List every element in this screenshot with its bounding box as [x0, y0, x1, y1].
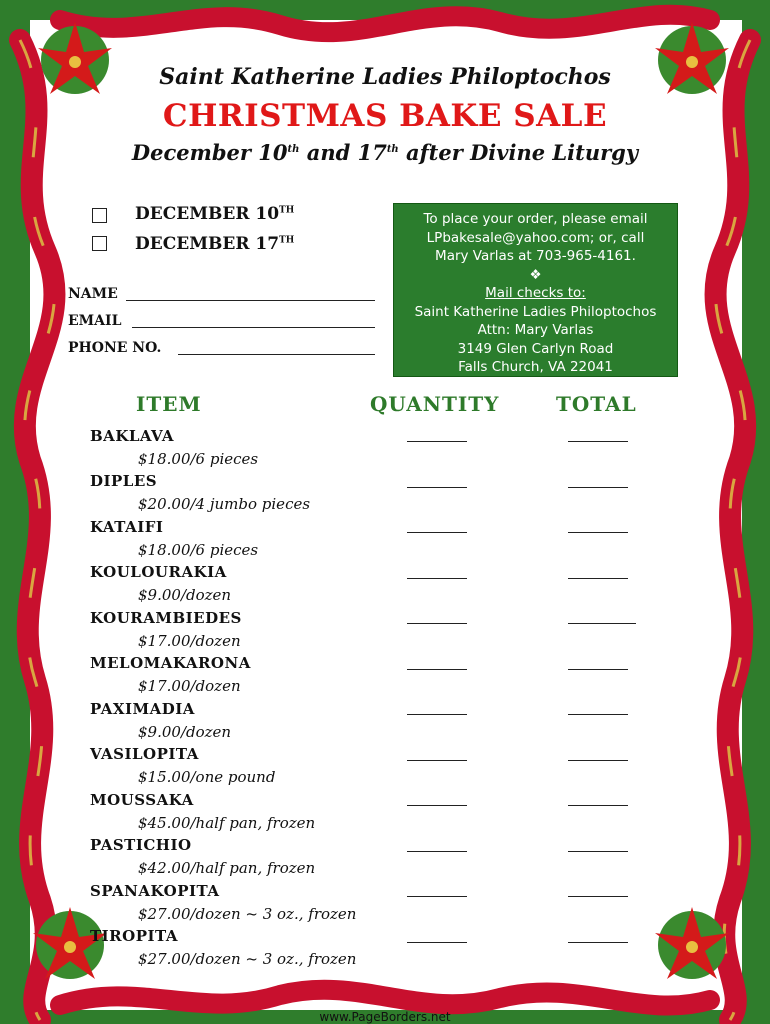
column-quantity: QUANTITY: [370, 392, 500, 416]
order-info-line3: Mary Varlas at 703-965-4161.: [435, 248, 636, 264]
quantity-input[interactable]: [407, 669, 467, 670]
item-price: $18.00/6 pieces: [138, 450, 259, 468]
date-option-december-17: [135, 234, 294, 254]
total-input[interactable]: [568, 578, 628, 579]
date-mid: and 17: [299, 140, 387, 165]
column-total: TOTAL: [556, 392, 637, 416]
quantity-input[interactable]: [407, 578, 467, 579]
order-info-line2: LPbakesale@yahoo.com; or, call: [426, 229, 645, 246]
address-line4: Falls Church, VA 22041: [458, 359, 613, 375]
item-name: PAXIMADIA: [90, 700, 195, 718]
item-price: $20.00/4 jumbo pieces: [138, 495, 311, 513]
total-input[interactable]: [568, 441, 628, 442]
quantity-input[interactable]: [407, 851, 467, 852]
item-price: $18.00/6 pieces: [138, 541, 259, 559]
total-input[interactable]: [568, 760, 628, 761]
checkbox-december-17[interactable]: [92, 236, 107, 251]
item-name: BAKLAVA: [90, 427, 175, 445]
item-name: KOURAMBIEDES: [90, 609, 242, 627]
total-input[interactable]: [568, 851, 628, 852]
total-input[interactable]: [568, 805, 628, 806]
item-price: $17.00/dozen: [138, 677, 241, 695]
address-line3: 3149 Glen Carlyn Road: [457, 340, 614, 357]
date-option-suffix: TH: [279, 235, 295, 246]
total-input[interactable]: [568, 623, 636, 624]
address-line1: Saint Katherine Ladies Philoptochos: [414, 303, 657, 320]
date-a-suffix: th: [287, 144, 300, 155]
total-input[interactable]: [568, 669, 628, 670]
name-label: NAME: [68, 286, 118, 302]
total-input[interactable]: [568, 532, 628, 533]
item-price: $9.00/dozen: [138, 723, 232, 741]
date-option-suffix: TH: [279, 205, 295, 216]
page-title: CHRISTMAS BAKE SALE: [162, 98, 608, 134]
order-info-line1: To place your order, please email: [423, 211, 648, 227]
total-input[interactable]: [568, 896, 628, 897]
quantity-input[interactable]: [407, 714, 467, 715]
date-tail: after Divine Liturgy: [398, 140, 639, 165]
organization-title: Saint Katherine Ladies Philoptochos: [159, 64, 611, 90]
footer-url: www.PageBorders.net: [319, 1010, 451, 1024]
diamond-bullet-icon: ❖: [529, 266, 542, 283]
quantity-input[interactable]: [407, 896, 467, 897]
total-input[interactable]: [568, 487, 628, 488]
phone-field[interactable]: [178, 354, 375, 355]
quantity-input[interactable]: [407, 487, 467, 488]
item-price: $17.00/dozen: [138, 632, 241, 650]
address-line2: Attn: Mary Varlas: [477, 322, 594, 338]
email-field[interactable]: [132, 327, 375, 328]
date-option-label: DECEMBER 10: [135, 204, 280, 224]
name-field[interactable]: [126, 300, 375, 301]
item-name: VASILOPITA: [90, 745, 199, 763]
item-name: SPANAKOPITA: [90, 882, 220, 900]
item-price: $42.00/half pan, frozen: [138, 859, 316, 877]
order-info-box: [393, 203, 678, 377]
mail-checks-heading: Mail checks to:: [485, 285, 586, 301]
item-name: MOUSSAKA: [90, 791, 194, 809]
item-price: $45.00/half pan, frozen: [138, 814, 316, 832]
item-name: KATAIFI: [90, 518, 164, 536]
item-price: $15.00/one pound: [138, 768, 276, 786]
quantity-input[interactable]: [407, 805, 467, 806]
phone-label: PHONE NO.: [68, 340, 162, 356]
email-label: EMAIL: [68, 313, 122, 329]
item-name: TIROPITA: [90, 927, 178, 945]
item-name: DIPLES: [90, 472, 158, 490]
total-input[interactable]: [568, 942, 628, 943]
item-name: KOULOURAKIA: [90, 563, 227, 581]
item-name: MELOMAKARONA: [90, 654, 251, 672]
item-price: $27.00/dozen ~ 3 oz., frozen: [138, 950, 357, 968]
quantity-input[interactable]: [407, 441, 467, 442]
date-option-label: DECEMBER 17: [135, 234, 280, 254]
column-item: ITEM: [136, 392, 202, 416]
quantity-input[interactable]: [407, 623, 467, 624]
item-price: $9.00/dozen: [138, 586, 232, 604]
item-price: $27.00/dozen ~ 3 oz., frozen: [138, 905, 357, 923]
quantity-input[interactable]: [407, 942, 467, 943]
quantity-input[interactable]: [407, 532, 467, 533]
checkbox-december-10[interactable]: [92, 208, 107, 223]
date-a: December 10: [131, 140, 288, 165]
item-name: PASTICHIO: [90, 836, 192, 854]
total-input[interactable]: [568, 714, 628, 715]
event-dates: [0, 140, 770, 165]
date-option-december-10: [135, 204, 294, 224]
quantity-input[interactable]: [407, 760, 467, 761]
date-b-suffix: th: [386, 144, 399, 155]
